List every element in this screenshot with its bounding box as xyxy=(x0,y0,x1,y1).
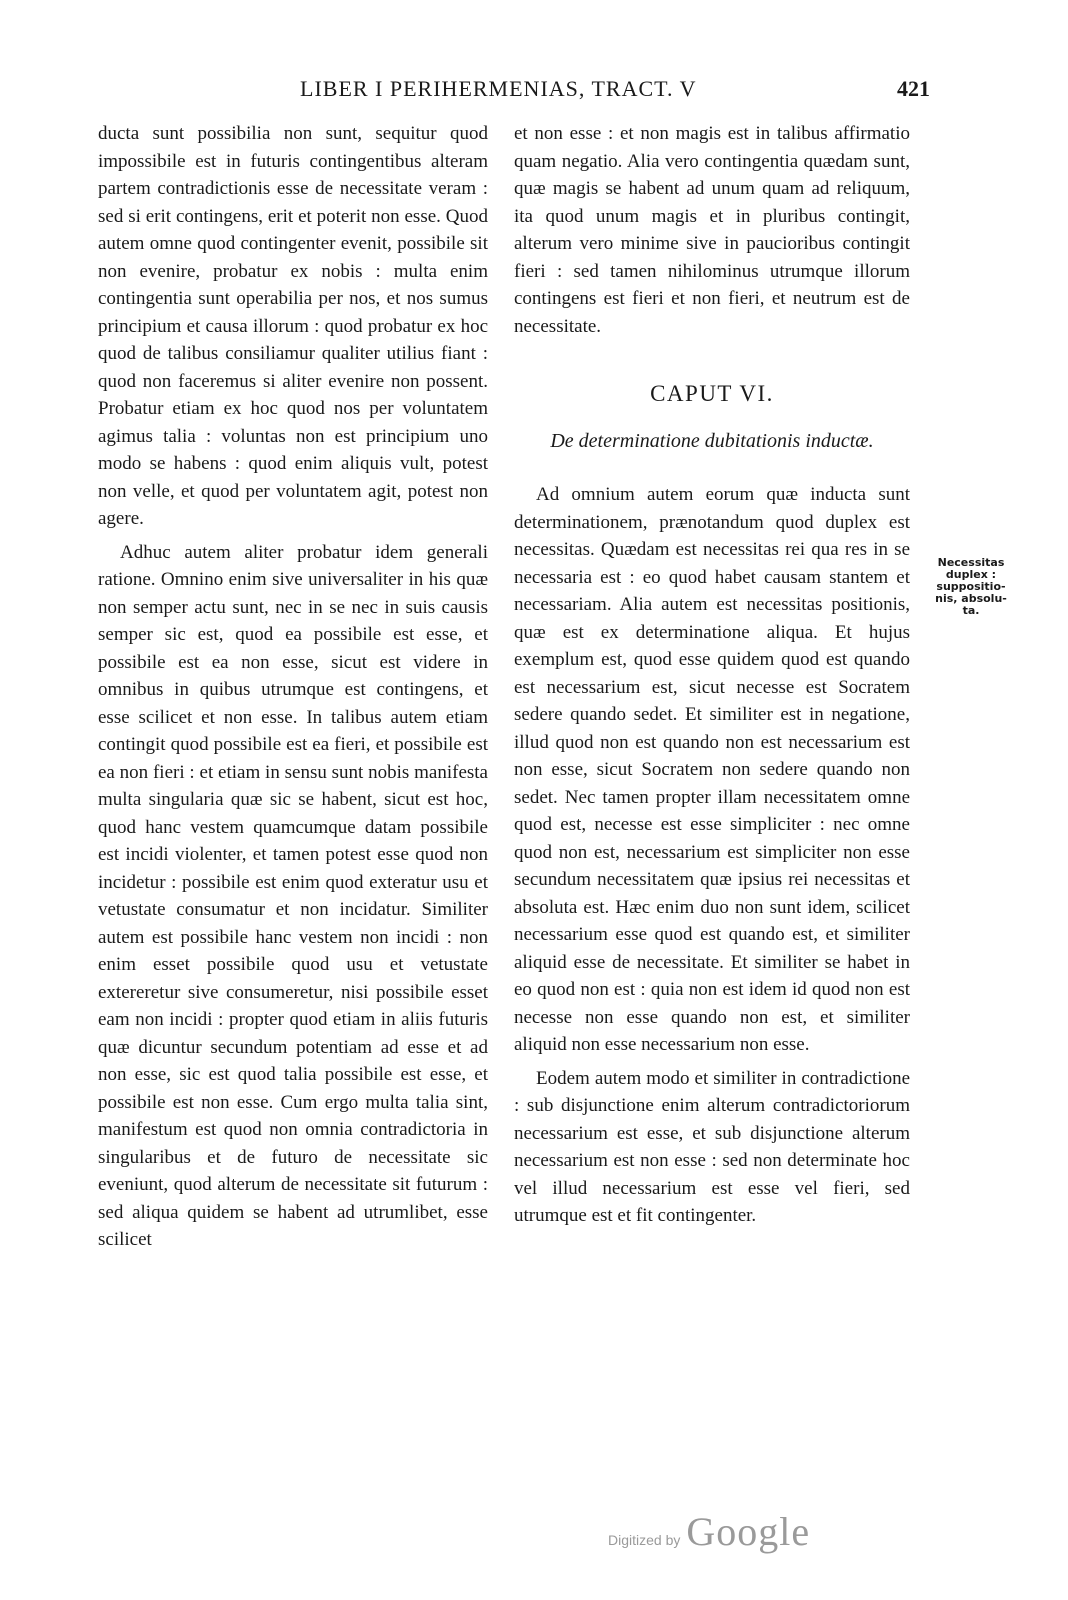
page-number: 421 xyxy=(897,76,930,101)
margin-note-line: suppositio- xyxy=(936,580,1006,593)
running-header xyxy=(300,76,930,112)
chapter-subtitle: De determinatione dubitationis inductæ. xyxy=(550,429,874,452)
digitized-watermark xyxy=(608,1508,810,1555)
paragraph: Adhuc autem aliter probatur idem generali ratione. Omnino enim sive universaliter in his quæ non semper actu sunt, nec in se nec in suis causis semper sic est, quod ea possibile est esse, et possibile est ea non esse, sicut est videre in omnibus in quibus utrumque est contingens, et esse scilicet et non esse. In talibus autem etiam contingit quod possibile est ea fieri, et possibile est ea non fieri : et etiam in sensu sunt nobis manifesta multa singularia quæ sic se habent, sicut est hoc, quod hanc vestem quamcumque datam possibile est incidi violenter, et tamen potest esse quod non incidetur : possibile est enim quod exteratur usu et vetustate consumatur et non incidatur. Similiter autem est possibile hanc vestem non incidi : non enim esset possibile quod usu et vetustate extereretur sive consumeretur, nisi possibile esset eam non incidi : propter quod etiam in aliis futuris quæ dicuntur secundum potentiam ad esse et ad non esse, sic est quod talia possibile est esse, et possibile est non esse. Cum ergo multa talia sint, manifestum est quod non omnia contradictoria in singularibus et de futuro de necessitate sic eveniunt, quod alterum de necessitate sit futurum : sed aliqua quidem se habent ad utrumlibet, esse scilicet xyxy=(98,541,488,1250)
paragraph: Eodem autem modo et similiter in contradictione : sub disjunctione enim alterum contradictoriorum necessarium est esse, et sub disjunctione alterum necessarium est non esse : sed non determinate hoc vel illud necessarium est esse vel fieri, sed utrumque est et fit contingenter. xyxy=(514,1067,910,1226)
margin-note-line: nis, absolu- xyxy=(935,592,1007,605)
watermark-prefix: Digitized by xyxy=(608,1532,681,1548)
right-column xyxy=(514,120,910,1236)
margin-note-line: Necessitas xyxy=(937,556,1005,569)
margin-note xyxy=(926,557,1016,617)
left-column xyxy=(98,120,488,1260)
paragraph: ducta sunt possibilia non sunt, sequitur quod impossibile est in futuris contingentibus alteram partem contradictionis esse de necessitate veram : sed si erit contingens, erit et poterit non esse. Quod autem omne quod contingenter evenit, possibile sit non evenire, probatur ex nobis : multa enim contingentia sunt operabilia per nos, et nos sumus principium et causa illorum : quod probatur ex hoc quod de talibus consiliamur qualiter utilius fiant : quod non faceremus si aliter evenire non possent. Probatur etiam ex hoc quod nos per voluntatem agimus talia : voluntas non est principium uno modo se habens : quod enim aliquis vult, potest non velle, et quod per voluntatem agit, potest non agere. xyxy=(98,123,488,529)
running-title: LIBER I PERIHERMENIAS, TRACT. V xyxy=(300,76,697,101)
paragraph: et non esse : et non magis est in talibus affirmatio quam negatio. Alia vero contingentia quædam sunt, quæ magis se habent ad unum quam ad reliquum, ita quod unum magis et in pluribus contingit, alterum vero minime sive in paucioribus contingit fieri : sed tamen nihilominus utrumque illorum contingens est fieri et non fieri, et neutrum est de necessitate. xyxy=(514,123,910,337)
paragraph: Ad omnium autem eorum quæ inducta sunt determinationem, prænotandum quod duplex est necessitas. Quædam est necessitas rei qua res in se necessaria est : eo quod habet causam stantem et necessariam. Alia autem est necessitas positionis, quæ est ex determinatione aliqua. Et hujus exemplum est, quod esse quidem quod est quando est necessarium est, sicut necesse est Socratem sedere quando sedet. Et similiter est in negatione, illud quod non est quando non est necessarium est non esse, sicut Socratem non sedere quando non sedet. Nec tamen propter illam necessitatem omne quod est, necesse est esse simpliciter : nec omne quod non est, necessarium est simpliciter non esse secundum necessitatem quæ ipsius rei necessitas et absoluta est. Hæc enim duo non sunt idem, scilicet necessarium esse quod est quando est, et similiter aliquid esse de necessitate. Et similiter se habet in eo quod non est : quia non est idem id quod non est necesse non esse quando non est, et similiter aliquid non esse necessarium non esse. xyxy=(514,484,910,1055)
margin-note-line: ta. xyxy=(962,604,980,617)
margin-note-line: duplex : xyxy=(945,568,997,581)
chapter-heading: CAPUT VI. xyxy=(650,381,774,406)
google-logo: Google xyxy=(686,1509,811,1554)
